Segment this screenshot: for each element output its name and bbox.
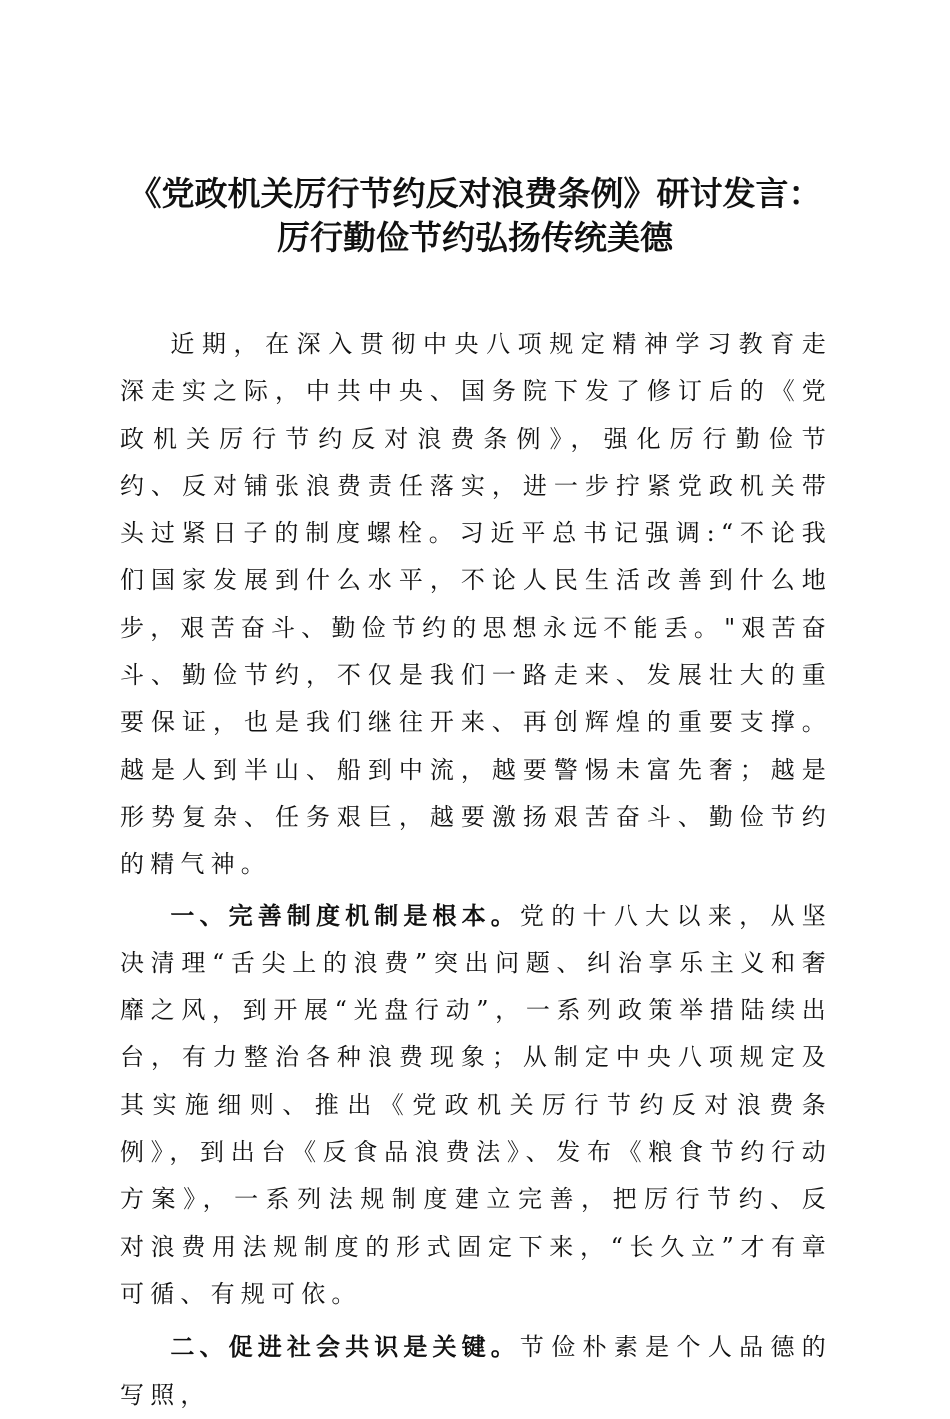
document-body [120,321,832,1419]
document-title-line-2: 厉行勤俭节约弘扬传统美德 [277,218,673,257]
paragraph-section-1 [120,893,832,1319]
section-heading-1: 一、完善制度机制是根本。 [170,901,520,930]
paragraph-intro [120,321,832,889]
paragraph-text: 近期，在深入贯彻中央八项规定精神学习教育走深走实之际，中共中央、国务院下发了修订后的《党政机关厉行节约反对浪费条例》，强化厉行勤俭节约、反对铺张浪费责任落实，进一步拧紧党政机关带头过紧日子的制度螺栓。习近平总书记强调:“不论我们国家发展到什么水平，不论人民生活改善到什么地步，艰苦奋斗、勤俭节约的思想永远不能丢。"艰苦奋斗、勤俭节约，不仅是我们一路走来、发展壮大的重要保证，也是我们继往开来、再创辉煌的重要支撑。越是人到半山、船到中流，越要警惕未富先奢；越是形势复杂、任务艰巨，越要激扬艰苦奋斗、勤俭节约的精气神。 [120,330,832,879]
document-title-line-1: 《党政机关厉行节约反对浪费条例》研讨发言： [128,174,822,213]
section-heading-2: 二、促进社会共识是关键。 [170,1333,520,1362]
paragraph-text: 党的十八大以来，从坚决清理“舌尖上的浪费”突出问题、纠治享乐主义和奢靡之风，到开展“光盘行动”，一系列政策举措陆续出台，有力整治各种浪费现象；从制定中央八项规定及其实施细则、推出《党政机关厉行节约反对浪费条例》，到出台《反食品浪费法》、发布《粮食节约行动方案》，一系列法规制度建立完善，把厉行节约、反对浪费用法规制度的形式固定下来，“长久立”才有章可循、有规可依。 [120,901,833,1308]
paragraph-text: 节俭朴素是个人品德的写照， [120,1333,833,1409]
paragraph-section-2 [120,1324,832,1419]
